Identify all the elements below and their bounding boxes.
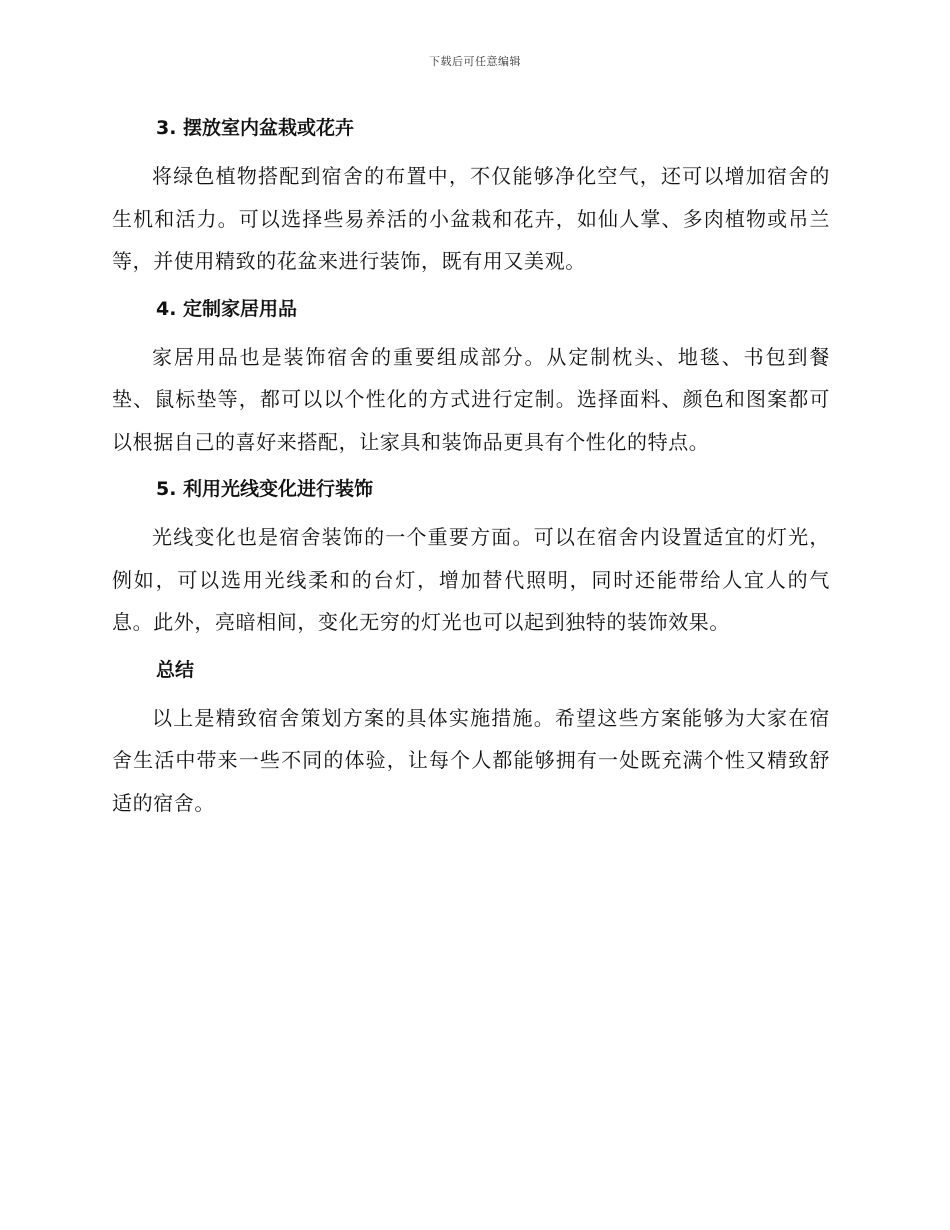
document-body	[112, 108, 830, 830]
section-heading-4: 4. 定制家居用品	[156, 297, 298, 320]
section-heading-3: 3. 摆放室内盆栽或花卉	[156, 117, 355, 139]
summary-paragraph: 以上是精致宿舍策划方案的具体实施措施。希望这些方案能够为大家在宿舍生活中带来一些不同的体验，让每个人都能够拥有一处既充满个性又精致舒适的宿舍。	[112, 705, 830, 815]
header-note: 下载后可任意编辑	[429, 55, 521, 68]
section-paragraph-4: 家居用品也是装饰宿舍的重要组成部分。从定制枕头、地毯、书包到餐垫、鼠标垫等，都可以以个性化的方式进行定制。选择面料、颜色和图案都可以根据自己的喜好来搭配，让家具和装饰品更具有个性化的特点。	[112, 344, 830, 454]
section-heading-5: 5. 利用光线变化进行装饰	[156, 478, 374, 500]
section-paragraph-3: 将绿色植物搭配到宿舍的布置中，不仅能够净化空气，还可以增加宿舍的生机和活力。可以选择些易养活的小盆栽和花卉，如仙人掌、多肉植物或吊兰等，并使用精致的花盆来进行装饰，既有用又美观。	[112, 164, 830, 273]
summary-heading: 总结	[156, 658, 195, 681]
section-paragraph-5: 光线变化也是宿舍装饰的一个重要方面。可以在宿舍内设置适宜的灯光，例如，可以选用光线柔和的台灯，增加替代照明，同时还能带给人宜人的气息。此外，亮暗相间，变化无穷的灯光也可以起到独特的装饰效果。	[112, 525, 830, 634]
